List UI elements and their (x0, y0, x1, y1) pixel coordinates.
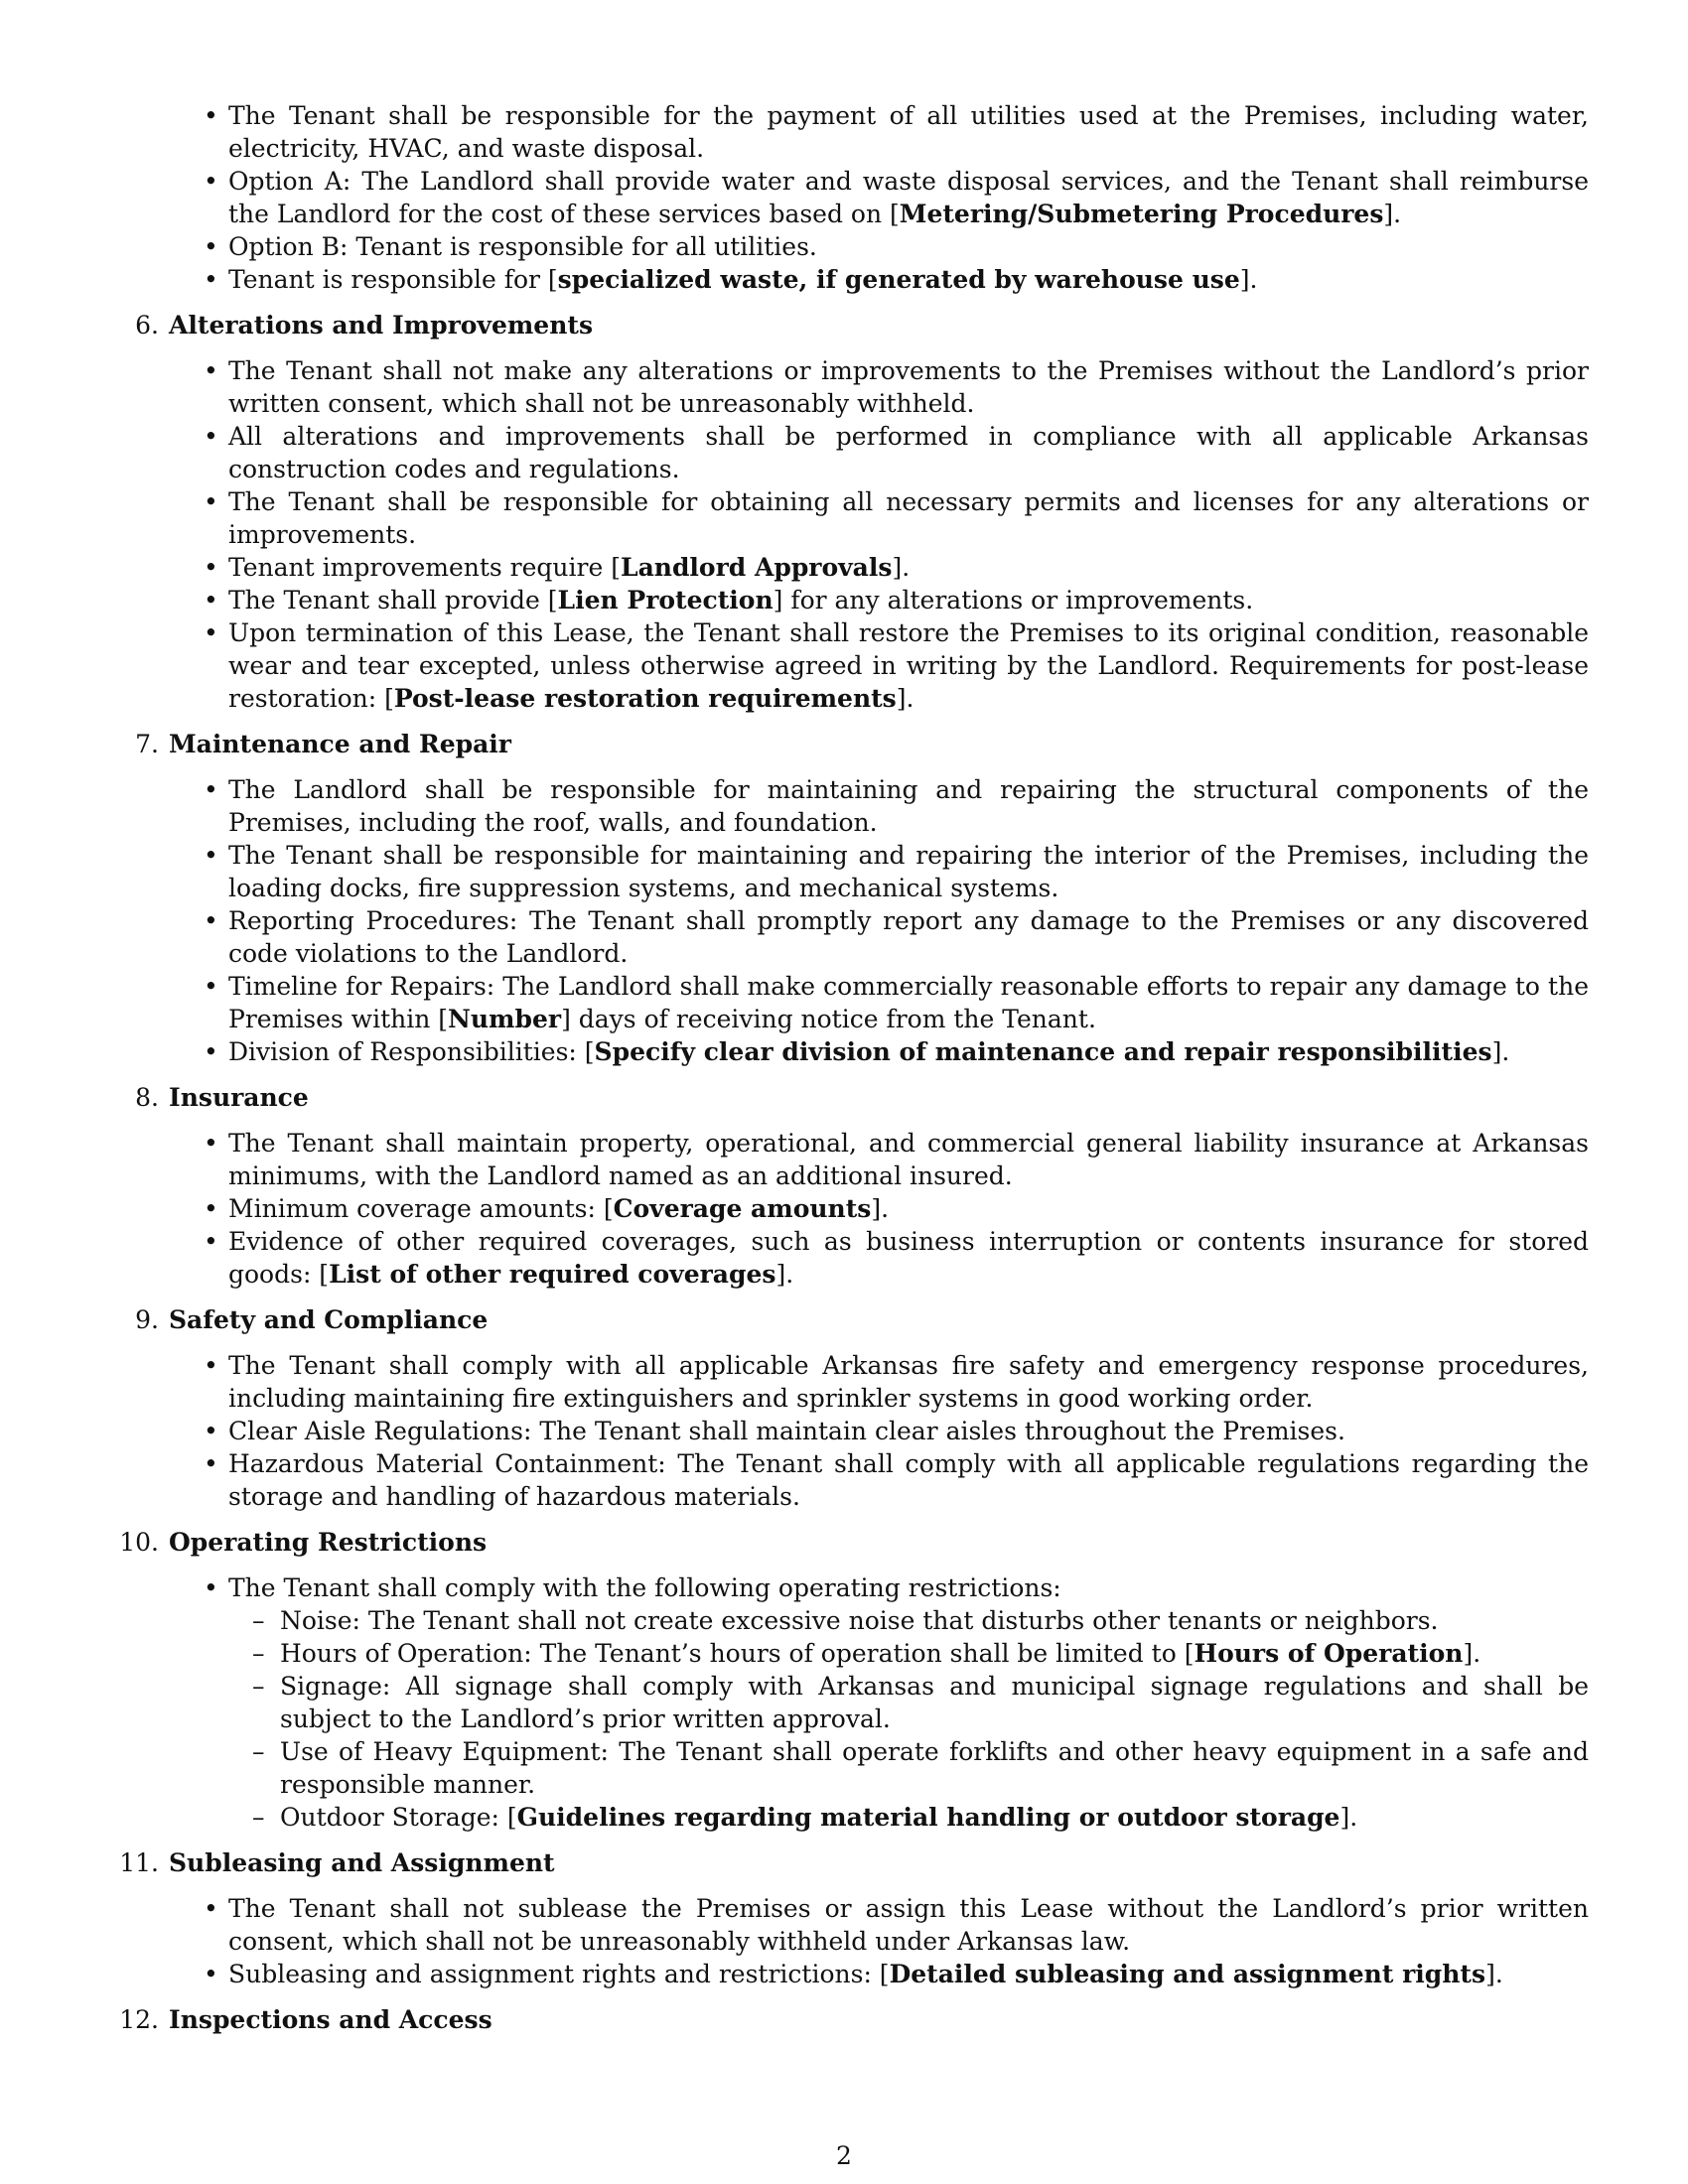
sub-list-item: – Use of Heavy Equipment: The Tenant shall operate forklifts and other heavy equipment in a safe and responsible manner. (280, 1735, 1589, 1801)
page-number: 2 (836, 2141, 852, 2170)
list-item: • The Tenant shall be responsible for maintaining and repairing the interior of the Premises, including the loading docks, fire suppression systems, and mechanical systems. (228, 839, 1589, 904)
section-list (119, 1892, 1589, 1990)
list-item: • Tenant is responsible for [specialized waste, if generated by warehouse use]. (228, 263, 1589, 296)
section-heading (119, 728, 1589, 760)
sub-list (228, 1604, 1589, 1834)
section-insurance (119, 1081, 1589, 1291)
section-number: 11. (119, 1848, 159, 1877)
section-list (119, 773, 1589, 1068)
section-number: 10. (119, 1528, 159, 1557)
sub-list-item: – Outdoor Storage: [Guidelines regarding material handling or outdoor storage]. (280, 1801, 1589, 1834)
section-title: Safety and Compliance (169, 1305, 489, 1334)
section-title: Insurance (169, 1083, 309, 1112)
section-number: 8. (135, 1083, 159, 1112)
list-item: • Division of Responsibilities: [Specify clear division of maintenance and repair responsibilities]. (228, 1035, 1589, 1068)
list-item: • Option A: The Landlord shall provide water and waste disposal services, and the Tenant shall reimburse the Landlord for the cost of these services based on [Metering/Submetering Procedures]. (228, 165, 1589, 230)
section-subleasing (119, 1846, 1589, 1990)
list-item: • Tenant improvements require [Landlord Approvals]. (228, 551, 1589, 584)
list-item: • The Tenant shall not make any alterations or improvements to the Premises without the Landlord’s prior written consent, which shall not be unreasonably withheld. (228, 354, 1589, 420)
section-heading (119, 1303, 1589, 1336)
section-heading (119, 2003, 1589, 2036)
sub-list-item: – Noise: The Tenant shall not create excessive noise that disturbs other tenants or neighbors. (280, 1604, 1589, 1637)
section-number: 7. (135, 730, 159, 758)
list-item: • Upon termination of this Lease, the Tenant shall restore the Premises to its original condition, reasonable wear and tear excepted, unless otherwise agreed in writing by the Landlord. Requirements for post-lease restoration: [Post-lease restoration requirements]. (228, 616, 1589, 715)
section-title: Inspections and Access (169, 2005, 492, 2034)
list-item: • Option B: Tenant is responsible for all utilities. (228, 230, 1589, 263)
section-operating-restrictions (119, 1526, 1589, 1834)
section-title: Subleasing and Assignment (169, 1848, 555, 1877)
section-safety (119, 1303, 1589, 1513)
section-number: 9. (135, 1305, 159, 1334)
section-heading (119, 1081, 1589, 1114)
sub-list-item: – Hours of Operation: The Tenant’s hours of operation shall be limited to [Hours of Operation]. (280, 1637, 1589, 1670)
list-item: • Clear Aisle Regulations: The Tenant shall maintain clear aisles throughout the Premises. (228, 1415, 1589, 1447)
section-number: 6. (135, 311, 159, 340)
list-item: • Reporting Procedures: The Tenant shall promptly report any damage to the Premises or any discovered code violations to the Landlord. (228, 904, 1589, 970)
section-maintenance (119, 728, 1589, 1068)
section-list (119, 1349, 1589, 1513)
list-item: • The Tenant shall not sublease the Premises or assign this Lease without the Landlord’s prior written consent, which shall not be unreasonably withheld under Arkansas law. (228, 1892, 1589, 1958)
list-item: • The Tenant shall comply with the following operating restrictions: – Noise: The Tenant shall not create excessive noise that disturbs other tenants or neighbors. – Hours of Operation: The Tenant’s hours of operation shall be limited to [Hours of Operation]. – Signage: All signage shall comply with Arkansas and municipal signage regulations and shall be subject to the Landlord’s prior written approval. – Use of Heavy Equipment: The Tenant shall operate forklifts and other heavy equipment in a safe and responsible manner. – Outdoor Storage: [Guidelines regarding material handling or outdoor storage]. (228, 1571, 1589, 1834)
list-item: • All alterations and improvements shall be performed in compliance with all applicable Arkansas construction codes and regulations. (228, 420, 1589, 485)
section-title: Alterations and Improvements (169, 311, 594, 340)
document-content (119, 99, 1589, 2049)
section-heading (119, 309, 1589, 341)
section-number: 12. (119, 2005, 159, 2034)
utilities-list (119, 99, 1589, 296)
section-heading (119, 1846, 1589, 1879)
section-inspections (119, 2003, 1589, 2036)
list-item: • The Tenant shall be responsible for obtaining all necessary permits and licenses for any alterations or improvements. (228, 485, 1589, 551)
list-item: • The Landlord shall be responsible for maintaining and repairing the structural components of the Premises, including the roof, walls, and foundation. (228, 773, 1589, 839)
list-item: • Hazardous Material Containment: The Tenant shall comply with all applicable regulations regarding the storage and handling of hazardous materials. (228, 1447, 1589, 1513)
list-item: • The Tenant shall comply with all applicable Arkansas fire safety and emergency response procedures, including maintaining fire extinguishers and sprinkler systems in good working order. (228, 1349, 1589, 1415)
list-item: • The Tenant shall provide [Lien Protection] for any alterations or improvements. (228, 584, 1589, 616)
section-list (119, 354, 1589, 715)
list-item: • Timeline for Repairs: The Landlord shall make commercially reasonable efforts to repair any damage to the Premises within [Number] days of receiving notice from the Tenant. (228, 970, 1589, 1035)
list-item: • The Tenant shall maintain property, operational, and commercial general liability insurance at Arkansas minimums, with the Landlord named as an additional insured. (228, 1127, 1589, 1192)
sub-list-item: – Signage: All signage shall comply with Arkansas and municipal signage regulations and shall be subject to the Landlord’s prior written approval. (280, 1670, 1589, 1735)
section-title: Maintenance and Repair (169, 730, 511, 758)
list-item: • Subleasing and assignment rights and restrictions: [Detailed subleasing and assignment rights]. (228, 1958, 1589, 1990)
section-list (119, 1571, 1589, 1834)
section-alterations (119, 309, 1589, 715)
list-item: • Minimum coverage amounts: [Coverage amounts]. (228, 1192, 1589, 1225)
list-item: • The Tenant shall be responsible for the payment of all utilities used at the Premises, including water, electricity, HVAC, and waste disposal. (228, 99, 1589, 165)
list-item: • Evidence of other required coverages, such as business interruption or contents insurance for stored goods: [List of other required coverages]. (228, 1225, 1589, 1291)
section-heading (119, 1526, 1589, 1559)
section-list (119, 1127, 1589, 1291)
section-title: Operating Restrictions (169, 1528, 488, 1557)
